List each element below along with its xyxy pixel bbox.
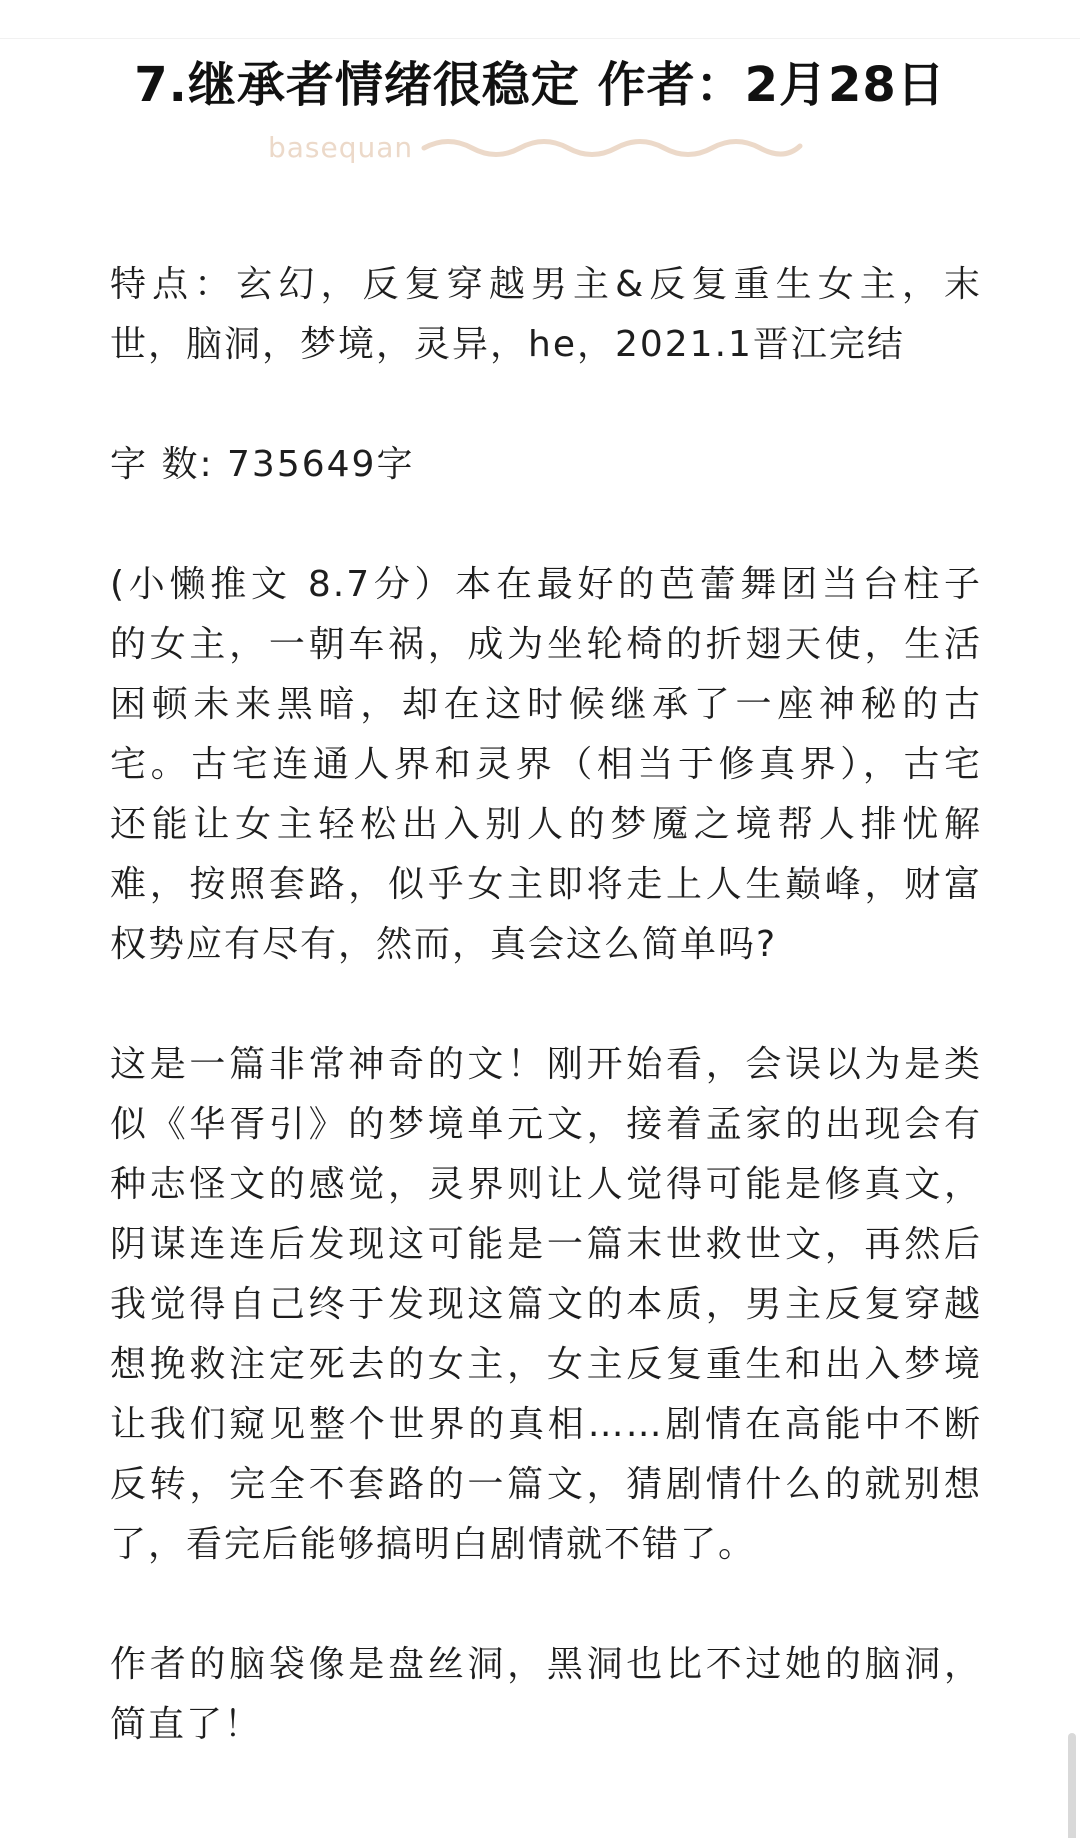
paragraph-line: 这是一篇非常神奇的文！刚开始看，会误以为是类	[110, 1044, 982, 1085]
paragraph-line: 还能让女主轻松出入别人的梦魇之境帮人排忧解	[110, 804, 982, 845]
watermark-text: basequan	[268, 131, 414, 164]
paragraph-line: 的女主，一朝车祸，成为坐轮椅的折翅天使，生活	[110, 624, 982, 665]
paragraph-line: 世，脑洞，梦境，灵异，he，2021.1晋江完结	[110, 324, 905, 365]
paragraph-line: 作者的脑袋像是盘丝洞，黑洞也比不过她的脑洞，	[110, 1644, 982, 1685]
word-count-paragraph	[110, 435, 982, 495]
top-divider	[0, 38, 1080, 39]
comment-paragraph	[110, 1635, 982, 1755]
paragraph-line: 我觉得自己终于发现这篇文的本质，男主反复穿越	[110, 1284, 982, 1325]
scrollbar-thumb[interactable]	[1068, 1733, 1076, 1838]
paragraph-line: 让我们窥见整个世界的真相……剧情在高能中不断	[110, 1404, 982, 1445]
paragraph-line: 宅。古宅连通人界和灵界（相当于修真界），古宅	[110, 744, 982, 785]
wave-ornament-icon	[420, 131, 804, 165]
summary-paragraph	[110, 555, 982, 975]
paragraph-line: 了，看完后能够搞明白剧情就不错了。	[110, 1524, 757, 1565]
paragraph-line: 权势应有尽有，然而，真会这么简单吗?	[110, 924, 778, 965]
paragraph-line: (小懒推文 8.7分）本在最好的芭蕾舞团当台柱子	[110, 564, 982, 605]
paragraph-line: 反转，完全不套路的一篇文，猜剧情什么的就别想	[110, 1464, 982, 1505]
article-body	[110, 255, 982, 1755]
paragraph-line: 特点：玄幻，反复穿越男主&反复重生女主，末	[110, 264, 982, 305]
paragraph-line: 简直了！	[110, 1704, 263, 1745]
paragraph-line: 似《华胥引》的梦境单元文，接着孟家的出现会有	[110, 1104, 982, 1145]
paragraph-line: 阴谋连连后发现这可能是一篇末世救世文，再然后	[110, 1224, 982, 1265]
paragraph-line: 困顿未来黑暗，却在这时候继承了一座神秘的古	[110, 684, 982, 725]
paragraph-line: 想挽救注定死去的女主，女主反复重生和出入梦境	[110, 1344, 982, 1385]
article-title: 7.继承者情绪很稳定 作者：2月28日	[134, 57, 946, 113]
features-paragraph	[110, 255, 982, 375]
paragraph-line: 难，按照套路，似乎女主即将走上人生巅峰，财富	[110, 864, 982, 905]
paragraph-line: 字 数: 735649字	[110, 444, 415, 485]
review-paragraph	[110, 1035, 982, 1575]
paragraph-line: 种志怪文的感觉，灵界则让人觉得可能是修真文，	[110, 1164, 982, 1205]
